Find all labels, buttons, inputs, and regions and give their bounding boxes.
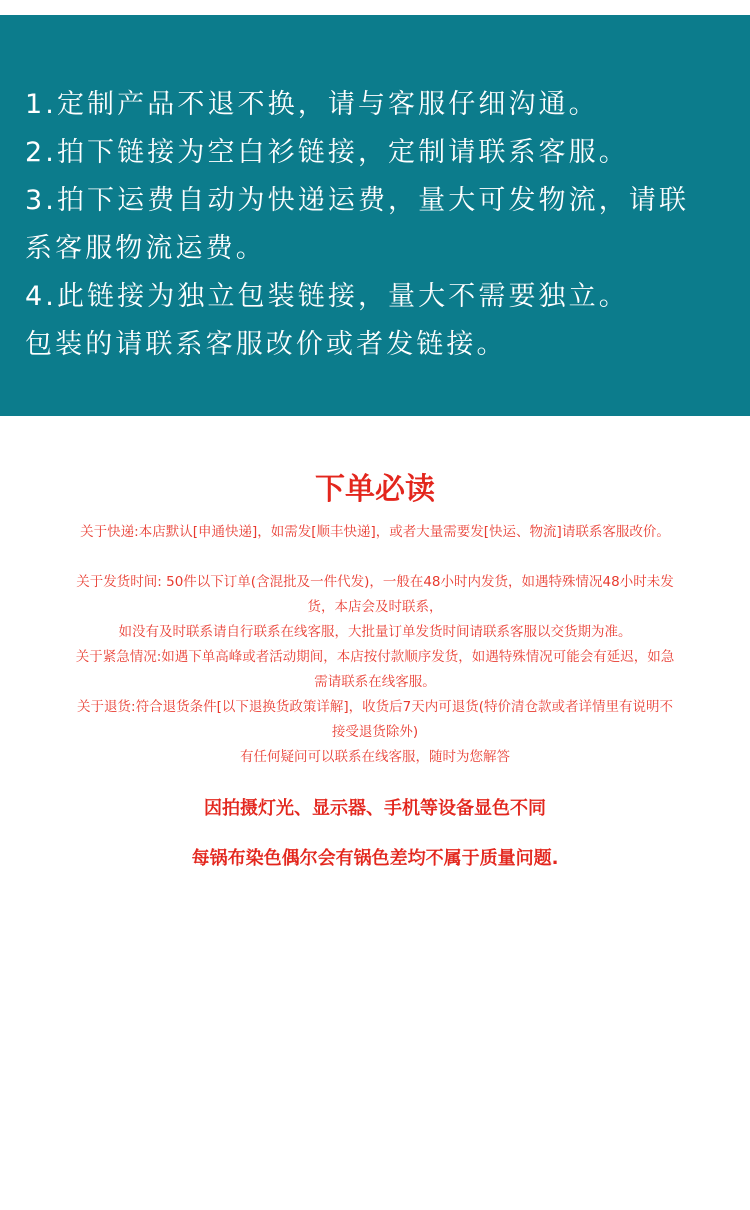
contact-info: 有任何疑问可以联系在线客服，随时为您解答 bbox=[240, 749, 510, 765]
order-notice bbox=[0, 440, 750, 872]
urgent-info-2: 需请联系在线客服。 bbox=[314, 674, 436, 690]
policy-line-3: 3.拍下运费自动为快递运费，量大可发物流，请联 bbox=[25, 185, 690, 216]
notice-title: 下单必读 bbox=[315, 472, 435, 507]
color-warning-1: 因拍摄灯光、显示器、手机等设备显色不同 bbox=[204, 798, 546, 819]
color-warning-2: 每锅布染色偶尔会有锅色差均不属于质量问题. bbox=[191, 848, 559, 869]
policy-line-4: 4.此链接为独立包装链接，量大不需要独立。 bbox=[25, 281, 629, 312]
policy-line-1: 1.定制产品不退不换，请与客服仔细沟通。 bbox=[25, 89, 599, 120]
express-info: 关于快递:本店默认[申通快递]，如需发[顺丰快递]，或者大量需要发[快运、物流]请联系客服改价。 bbox=[80, 524, 670, 540]
policy-banner bbox=[0, 15, 750, 416]
policy-line-2: 2.拍下链接为空白衫链接，定制请联系客服。 bbox=[25, 137, 629, 168]
policy-line-4-cont: 包装的请联系客服改价或者发链接。 bbox=[25, 329, 507, 360]
returns-info-2: 接受退货除外) bbox=[331, 724, 419, 740]
urgent-info-1: 关于紧急情况:如遇下单高峰或者活动期间，本店按付款顺序发货，如遇特殊情况可能会有延迟，如急 bbox=[75, 649, 675, 665]
returns-info-1: 关于退货:符合退货条件[以下退换货政策详解]，收货后7天内可退货(特价清仓款或者详情里有说明不 bbox=[77, 699, 673, 715]
ship-time-info-3: 如没有及时联系请自行联系在线客服，大批量订单发货时间请联系客服以交货期为准。 bbox=[118, 624, 632, 640]
ship-time-info-1: 关于发货时间: 50件以下订单(含混批及一件代发)，一般在48小时内发货，如遇特殊情况48小时未发 bbox=[76, 574, 674, 590]
spacer bbox=[0, 545, 750, 570]
ship-time-info-2: 货，本店会及时联系， bbox=[307, 599, 443, 615]
policy-line-3-cont: 系客服物流运费。 bbox=[25, 233, 266, 264]
